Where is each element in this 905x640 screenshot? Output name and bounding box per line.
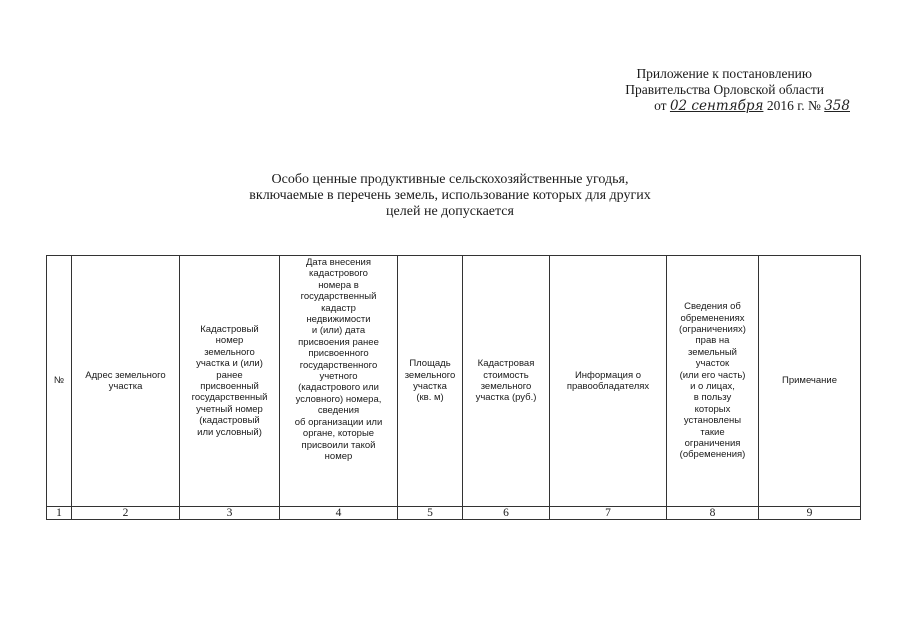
date-suffix: 2016 г. № (766, 98, 821, 113)
header-cadastral-number: Кадастровый номер земельного участка и (или) ранее присвоенный государственный учетный номер (кадастровый или условный) (180, 256, 280, 507)
column-number-cell: 1 (47, 507, 72, 520)
handwritten-number: 358 (824, 98, 850, 114)
column-number-cell: 8 (667, 507, 759, 520)
header-notes: Примечание (759, 256, 861, 507)
document-title (180, 172, 720, 220)
column-number-cell: 4 (280, 507, 398, 520)
title-line-3: целей не допускается (386, 204, 514, 219)
column-numbers-row (47, 507, 861, 520)
header-encumbrances: Сведения об обременениях (ограничениях) прав на земельный участок (или его часть) и о лицах, в пользу которых установлены такие ограничения (обременения) (667, 256, 759, 507)
column-number-cell: 5 (398, 507, 463, 520)
column-number-cell: 2 (72, 507, 180, 520)
column-number-cell: 6 (463, 507, 550, 520)
appendix-date-line (560, 98, 850, 114)
header-row (47, 256, 861, 507)
title-line-1: Особо ценные продуктивные сельскохозяйственные угодья, (271, 172, 629, 187)
land-registry-table (46, 255, 861, 520)
header-area: Площадь земельного участка (кв. м) (398, 256, 463, 507)
column-number-cell: 3 (180, 507, 280, 520)
appendix-block (560, 66, 850, 114)
appendix-line-1: Приложение к постановлению (636, 66, 812, 81)
column-number-cell: 7 (550, 507, 667, 520)
header-registration-date: Дата внесения кадастрового номера в государственный кадастр недвижимости и (или) дата присвоения ранее присвоенного государственного учетного (кадастрового или условного) номера, сведения об организации или органе, которые присвоили такой номер (280, 256, 398, 507)
handwritten-date: 02 сентября (669, 98, 764, 114)
column-number-cell: 9 (759, 507, 861, 520)
title-line-2: включаемые в перечень земель, использование которых для других (249, 188, 651, 203)
appendix-line-2: Правительства Орловской области (625, 82, 824, 97)
header-owner-info: Информация о правообладателях (550, 256, 667, 507)
header-cadastral-value: Кадастровая стоимость земельного участка (руб.) (463, 256, 550, 507)
header-address: Адрес земельного участка (72, 256, 180, 507)
header-number: № (47, 256, 72, 507)
date-prefix: от (654, 98, 667, 113)
